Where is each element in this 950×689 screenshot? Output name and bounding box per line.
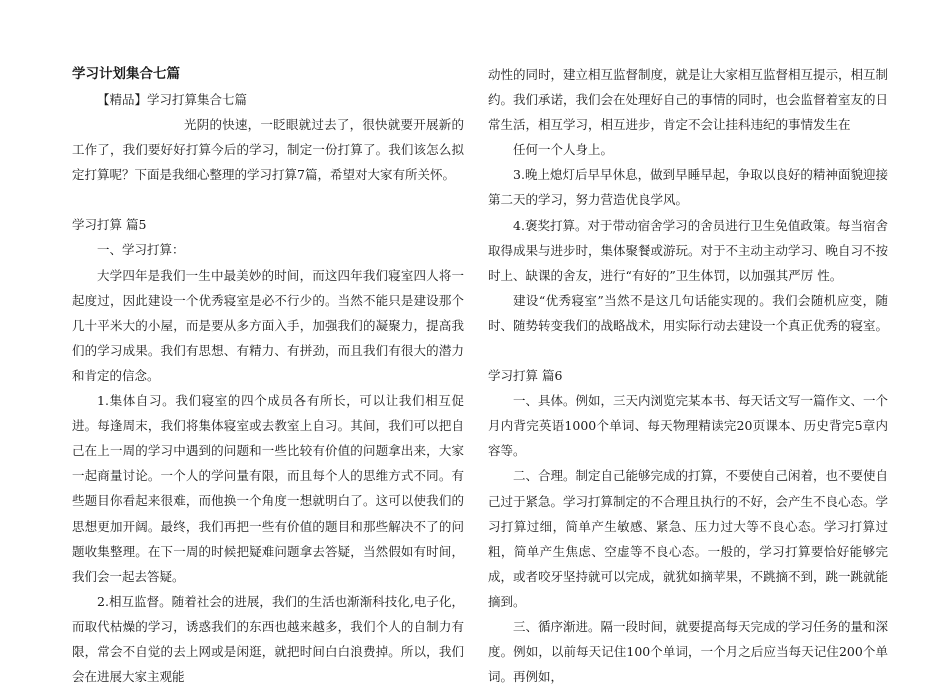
intro-paragraph: 光阴的快速，一眨眼就过去了，很快就要开展新的工作了，我们要好好打算今后的学习，制定一份打算了。我们该怎么拟定打算呢？下面是我细心整理的学习打算7篇，希望对大家有所关怀。 [72,117,464,183]
section-5-paragraph: 大学四年是我们一生中最美妙的时间，而这四年我们寝室四人将一起度过，因此建设一个优秀寝室是必不行少的。当然不能只是建设那个几十平米大的小屋，而是要从多方面入手，加强我们的凝聚力，提高我们的学习成果。我们有思想、有精力、有拼劲，而且我们有很大的潜力和肯定的信念。 [72,267,464,383]
section-5-heading: 学习打算 篇5 [72,217,147,233]
section-6-paragraph: 二、合理。制定自己能够完成的打算，不要使自己闲着，也不要使自己过于紧急。学习打算制定的不合理且执行的不好，会产生不良心态。学习打算过细，简单产生敏感、紧急、压力过大等不良心态。学习打算过粗，简单产生焦虑、空虚等不良心态。一般的，学习打算要恰好能够完成，或者咬牙坚持就可以完成，就犹如摘苹果，不跳摘不到，跳一跳就能摘到。 [488,468,889,609]
section-6-paragraph: 三、循序渐进。隔一段时间，就要提高每天完成的学习任务的量和深度。例如，以前每天记住100个单词，一个月之后应当每天记住200个单词。再例如， [488,618,889,685]
section-5-paragraph: 4.褒奖打算。对于带动宿舍学习的舍员进行卫生免值政策。每当宿舍取得成果与进步时，集体聚餐或游玩。对于不主动主动学习、晚自习不按时上、缺课的舍友，进行“有好的”卫生体罚，以加强其严厉 性。 [488,217,889,283]
section-6-paragraph: 一、具体。例如，三天内浏览完某本书、每天话文写一篇作文、一个月内背完英语1000个单词、每天物理精读完20页课本、历史背完5章内容等。 [488,393,889,459]
right-column [488,62,888,689]
section-6-heading: 学习打算 篇6 [488,368,563,384]
section-5-paragraph-continued: 任何一个人身上。 [513,142,614,158]
document-title: 学习计划集合七篇 [72,66,180,82]
section-5-paragraph: 1.集体自习。我们寝室的四个成员各有所长，可以让我们相互促进。每逢周末，我们将集体寝室或去教室上自习。其间，我们可以把自己在上一周的学习中遇到的问题和一些比较有价值的问题拿出来，大家一起商量讨论。一个人的学问量有限，而且每个人的思维方式不同。有些题目你看起来很难，而他换一个角度一想就明白了。这可以使我们的思想更加开阔。最终，我们再把一些有价值的题目和那些解决不了的问题收集整理。在下一周的时候把疑难问题拿去答疑，当然假如有时间，我们会一起去答疑。 [72,393,464,584]
left-column [72,62,464,689]
document-subtitle: 【精品】学习打算集合七篇 [97,92,248,107]
section-5-paragraph: 2.相互监督。随着社会的进展，我们的生活也渐渐科技化,电子化，而取代枯燥的学习，诱惑我们的东西也越来越多，我们个人的自制力有限，常会不自觉的去上网或是闲逛，就把时间白白浪费掉。所以，我们会在进展大家主观能 [72,593,464,685]
section-5-paragraph: 一、学习打算： [97,242,185,258]
section-5-paragraph-continued: 动性的同时，建立相互监督制度，就是让大家相互监督相互提示，相互制约。我们承诺，我们会在处理好自己的事情的同时，也会监督着室友的日常生活，相互学习，相互进步，肯定不会让挂科违纪的事情发生在 [488,67,889,133]
section-5-paragraph: 建设“优秀寝室”当然不是这几句话能实现的。我们会随机应变，随时、随势转变我们的战略战术，用实际行动去建设一个真正优秀的寝室。 [488,292,889,333]
section-5-paragraph: 3.晚上熄灯后早早休息，做到早睡早起，争取以良好的精神面貌迎接第二天的学习，努力营造优良学风。 [488,167,888,208]
